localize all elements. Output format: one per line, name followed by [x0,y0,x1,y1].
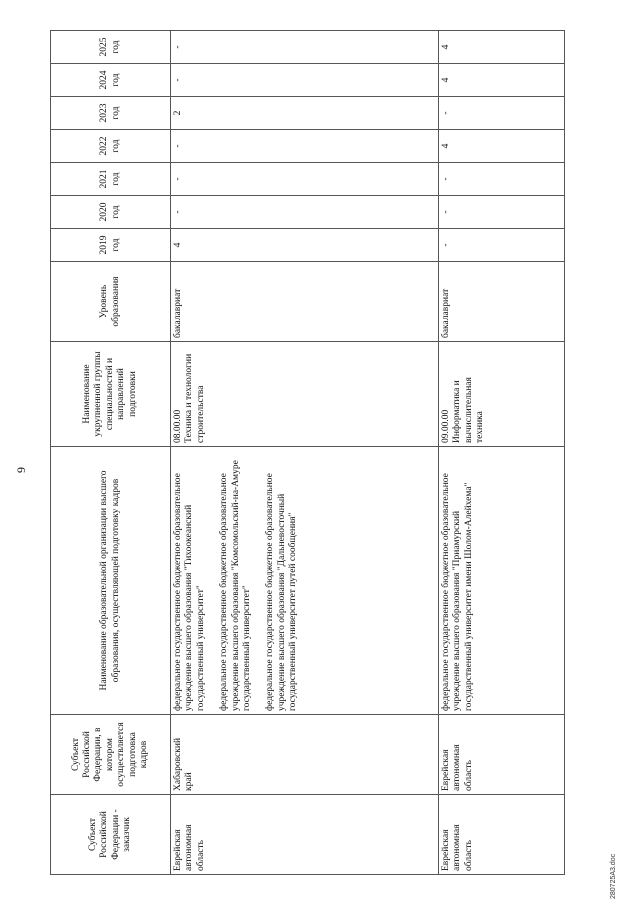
cell-value-2022: 4 [439,130,565,163]
header-year-2022: 2022 год [51,130,171,163]
specialty-name: Информатика и вычислительная техника [452,377,486,443]
header-year-2020: 2020 год [51,196,171,229]
cell-value-2019: - [439,229,565,262]
cell-subject-training: Еврейская автономная область [439,715,565,795]
cell-organizations [171,447,439,715]
cell-subject-training: Хабаровский край [171,715,439,795]
table-row [439,31,565,875]
cell-value-2025: 4 [439,31,565,64]
cell-value-2019: 4 [171,229,439,262]
table-row [171,31,439,875]
cell-value-2025: - [171,31,439,64]
cell-value-2024: 4 [439,64,565,97]
cell-value-2020: - [171,196,439,229]
table-header-row [51,31,171,875]
header-year-2019: 2019 год [51,229,171,262]
cell-value-2020: - [439,196,565,229]
cell-value-2021: - [171,163,439,196]
header-subject-customer: Субъект Российской Федерации - заказчик [51,795,171,875]
cell-education-level: бакалавриат [439,262,565,342]
document-file-code: 280725A3.doc [610,853,617,899]
page-number: 9 [14,467,28,473]
header-organization: Наименование образовательной организации высшего образования, осуществляющей подготовку кадров [51,447,171,715]
cell-value-2022: - [171,130,439,163]
specialty-code: 08.00.00 [173,409,183,443]
cell-organizations [439,447,565,715]
specialty-name: Техника и технологии строительства [184,353,206,443]
header-subject-training: Субъект Российской Федерации, в котором осуществляется подготовка кадров [51,715,171,795]
cell-specialty-group [439,342,565,447]
organization-name: федеральное государственное бюджетное образовательное учреждение высшего образования "Комсомольский-на-Амуре государственный университет" [219,460,252,711]
header-year-2025: 2025 год [51,31,171,64]
header-specialty-group: Наименование укрупненной группы специальностей и направлений подготовки [51,342,171,447]
specialty-code: 09.00.00 [441,409,451,443]
header-year-2021: 2021 год [51,163,171,196]
cell-value-2021: - [439,163,565,196]
cell-subject-customer: Еврейская автономная область [439,795,565,875]
header-education-level: Уровень образования [51,262,171,342]
cell-value-2024: - [171,64,439,97]
organization-name: федеральное государственное бюджетное образовательное учреждение высшего образования "Дальневосточный государственный университет путей сообщения" [265,473,299,711]
cell-specialty-group [171,342,439,447]
organization-name: федеральное государственное бюджетное образовательное учреждение высшего образования "Тихоокеанский государственный университет" [173,473,206,711]
cell-value-2023: - [439,97,565,130]
cell-education-level: бакалавриат [171,262,439,342]
organization-name: федеральное государственное бюджетное образовательное учреждение высшего образования "Приамурский государственный университет имени Шолом-Алейхема" [441,473,474,711]
header-year-2024: 2024 год [51,64,171,97]
cell-subject-customer: Еврейская автономная область [171,795,439,875]
cell-value-2023: 2 [171,97,439,130]
training-quota-table [50,30,565,875]
header-year-2023: 2023 год [51,97,171,130]
